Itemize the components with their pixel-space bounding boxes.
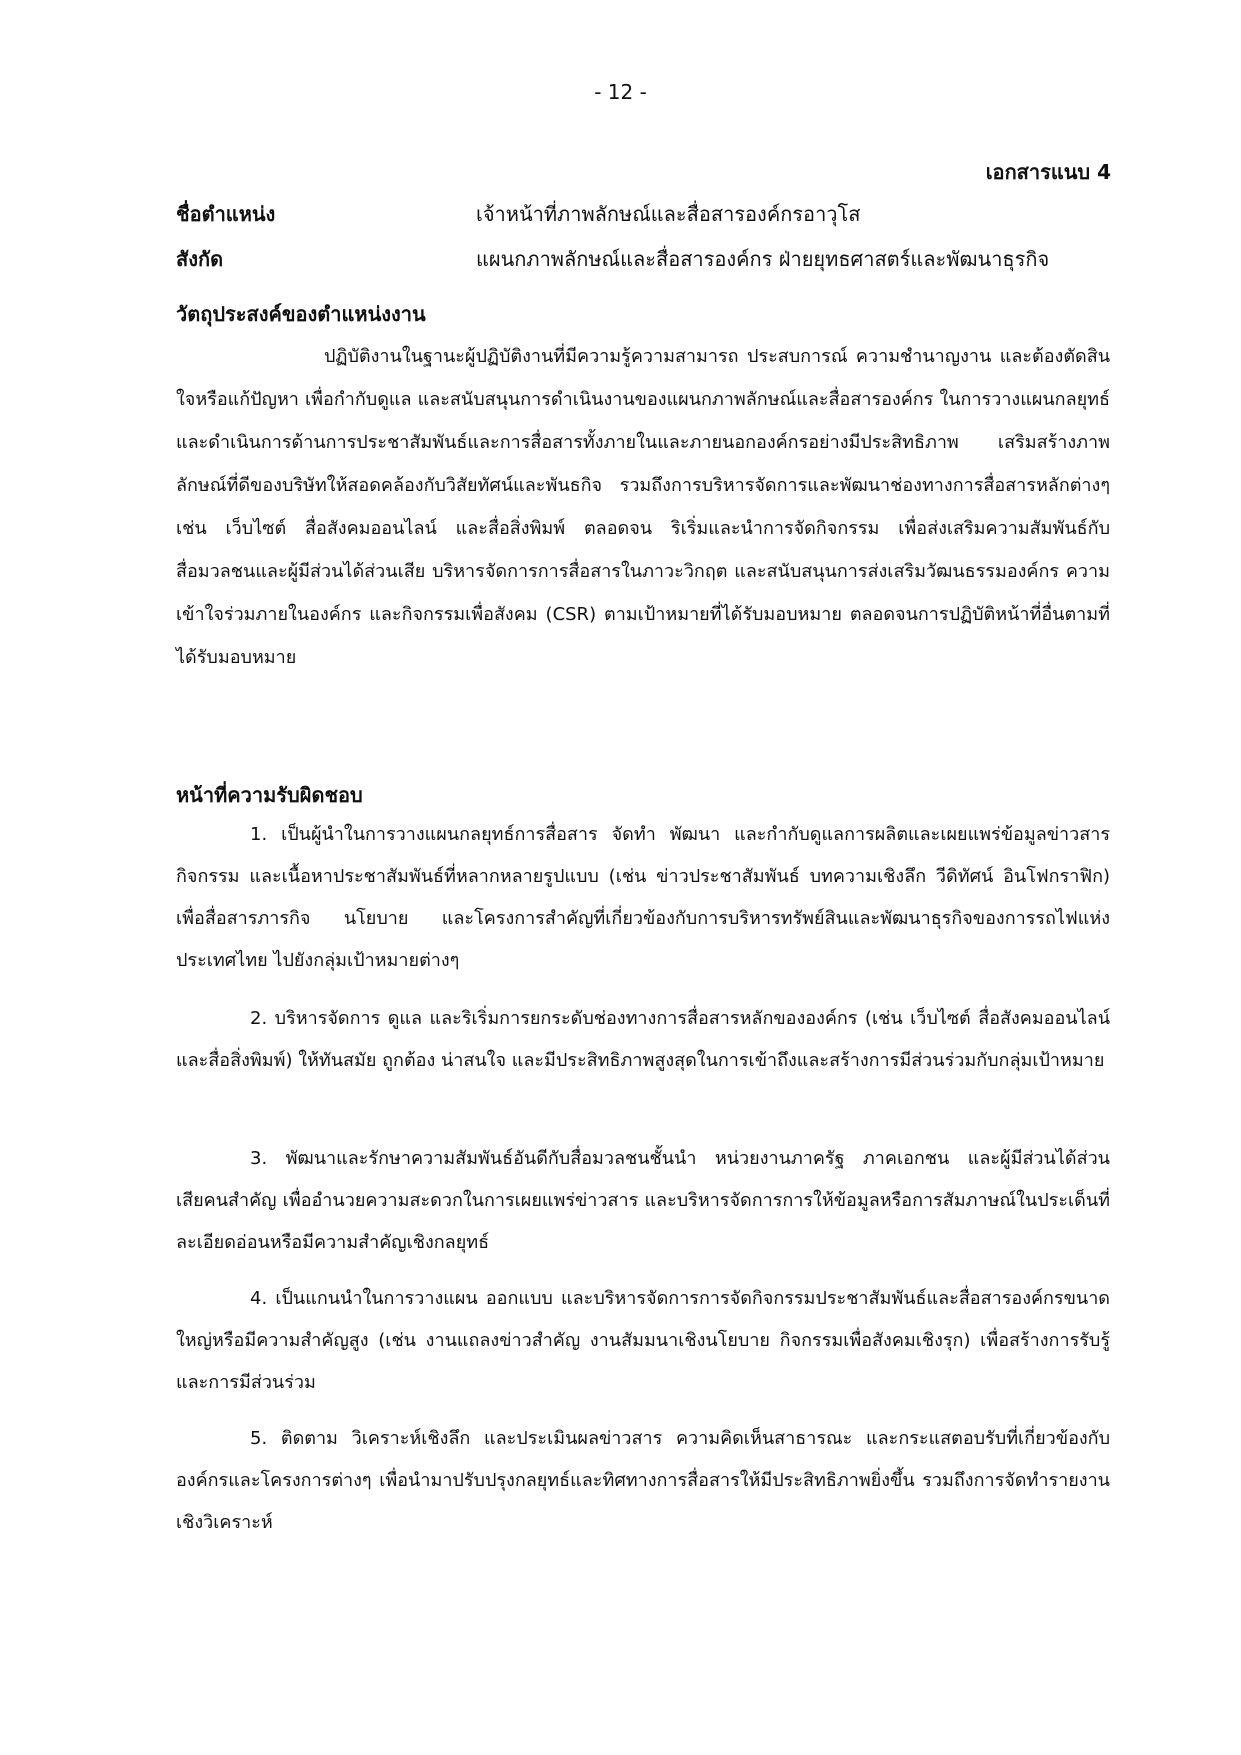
duty-item-2: 2. บริหารจัดการ ดูแล และริเริ่มการยกระดับช่องทางการสื่อสารหลักขององค์กร (เช่น เว็บไซต์ สื่อสังคมออนไลน์ และสื่อสิ่งพิมพ์) ให้ทันสมัย ถูกต้อง น่าสนใจ และมีประสิทธิภาพสูงสุดในการเข้าถึงและสร้างการมีส่วนร่วมกับกลุ่มเป้าหมาย: [176, 1008, 1110, 1071]
page-number: - 12 -: [594, 80, 647, 104]
affiliation-label: สังกัด: [176, 247, 224, 271]
attachment-label: เอกสารแนบ 4: [985, 160, 1111, 184]
affiliation-value: แผนกภาพลักษณ์และสื่อสารองค์กร ฝ่ายยุทธศาสตร์และพัฒนาธุรกิจ: [476, 247, 1050, 271]
duty-item-1: 1. เป็นผู้นำในการวางแผนกลยุทธ์การสื่อสาร จัดทำ พัฒนา และกำกับดูแลการผลิตและเผยแพร่ข้อมูลข่าวสาร กิจกรรม และเนื้อหาประชาสัมพันธ์ที่หลากหลายรูปแบบ (เช่น ข่าวประชาสัมพันธ์ บทความเชิงลึก วีดิทัศน์ อินโฟกราฟิก) เพื่อสื่อสารภารกิจ นโยบาย และโครงการสำคัญที่เกี่ยวข้องกับการบริหารทรัพย์สินและพัฒนาธุรกิจของการรถไฟแห่งประเทศไทย ไปยังกลุ่มเป้าหมายต่างๆ: [176, 824, 1110, 971]
duty-item-4: 4. เป็นแกนนำในการวางแผน ออกแบบ และบริหารจัดการการจัดกิจกรรมประชาสัมพันธ์และสื่อสารองค์กรขนาดใหญ่หรือมีความสำคัญสูง (เช่น งานแถลงข่าวสำคัญ งานสัมมนาเชิงนโยบาย กิจกรรมเพื่อสังคมเชิงรุก) เพื่อสร้างการรับรู้และการมีส่วนร่วม: [176, 1288, 1110, 1393]
objective-heading: วัตถุประสงค์ของตำแหน่งงาน: [176, 302, 426, 326]
duty-item-3: 3. พัฒนาและรักษาความสัมพันธ์อันดีกับสื่อมวลชนชั้นนำ หน่วยงานภาครัฐ ภาคเอกชน และผู้มีส่วนได้ส่วนเสียคนสำคัญ เพื่ออำนวยความสะดวกในการเผยแพร่ข่าวสาร และบริหารจัดการการให้ข้อมูลหรือการสัมภาษณ์ในประเด็นที่ละเอียดอ่อนหรือมีความสำคัญเชิงกลยุทธ์: [176, 1148, 1110, 1253]
position-value: เจ้าหน้าที่ภาพลักษณ์และสื่อสารองค์กรอาวุโส: [476, 202, 861, 226]
duty-item-5: 5. ติดตาม วิเคราะห์เชิงลึก และประเมินผลข่าวสาร ความคิดเห็นสาธารณะ และกระแสตอบรับที่เกี่ยวข้องกับองค์กรและโครงการต่างๆ เพื่อนำมาปรับปรุงกลยุทธ์และทิศทางการสื่อสารให้มีประสิทธิภาพยิ่งขึ้น รวมถึงการจัดทำรายงานเชิงวิเคราะห์: [176, 1428, 1110, 1533]
objective-paragraph: ปฏิบัติงานในฐานะผู้ปฏิบัติงานที่มีความรู้ความสามารถ ประสบการณ์ ความชำนาญงาน และต้องตัดสินใจหรือแก้ปัญหา เพื่อกำกับดูแล และสนับสนุนการดำเนินงานของแผนกภาพลักษณ์และสื่อสารองค์กร ในการวางแผนกลยุทธ์และดำเนินการด้านการประชาสัมพันธ์และการสื่อสารทั้งภายในและภายนอกองค์กรอย่างมีประสิทธิภาพ เสริมสร้างภาพลักษณ์ที่ดีของบริษัทให้สอดคล้องกับวิสัยทัศน์และพันธกิจ รวมถึงการบริหารจัดการและพัฒนาช่องทางการสื่อสารหลักต่างๆ เช่น เว็บไซต์ สื่อสังคมออนไลน์ และสื่อสิ่งพิมพ์ ตลอดจน ริเริ่มและนำการจัดกิจกรรม เพื่อส่งเสริมความสัมพันธ์กับสื่อมวลชนและผู้มีส่วนได้ส่วนเสีย บริหารจัดการการสื่อสารในภาวะวิกฤต และสนับสนุนการส่งเสริมวัฒนธรรมองค์กร ความเข้าใจร่วมภายในองค์กร และกิจกรรมเพื่อสังคม (CSR) ตามเป้าหมายที่ได้รับมอบหมาย ตลอดจนการปฏิบัติหน้าที่อื่นตามที่ได้รับมอบหมาย: [176, 346, 1110, 668]
position-label: ชื่อตำแหน่ง: [176, 202, 276, 226]
duties-heading: หน้าที่ความรับผิดชอบ: [176, 783, 363, 807]
